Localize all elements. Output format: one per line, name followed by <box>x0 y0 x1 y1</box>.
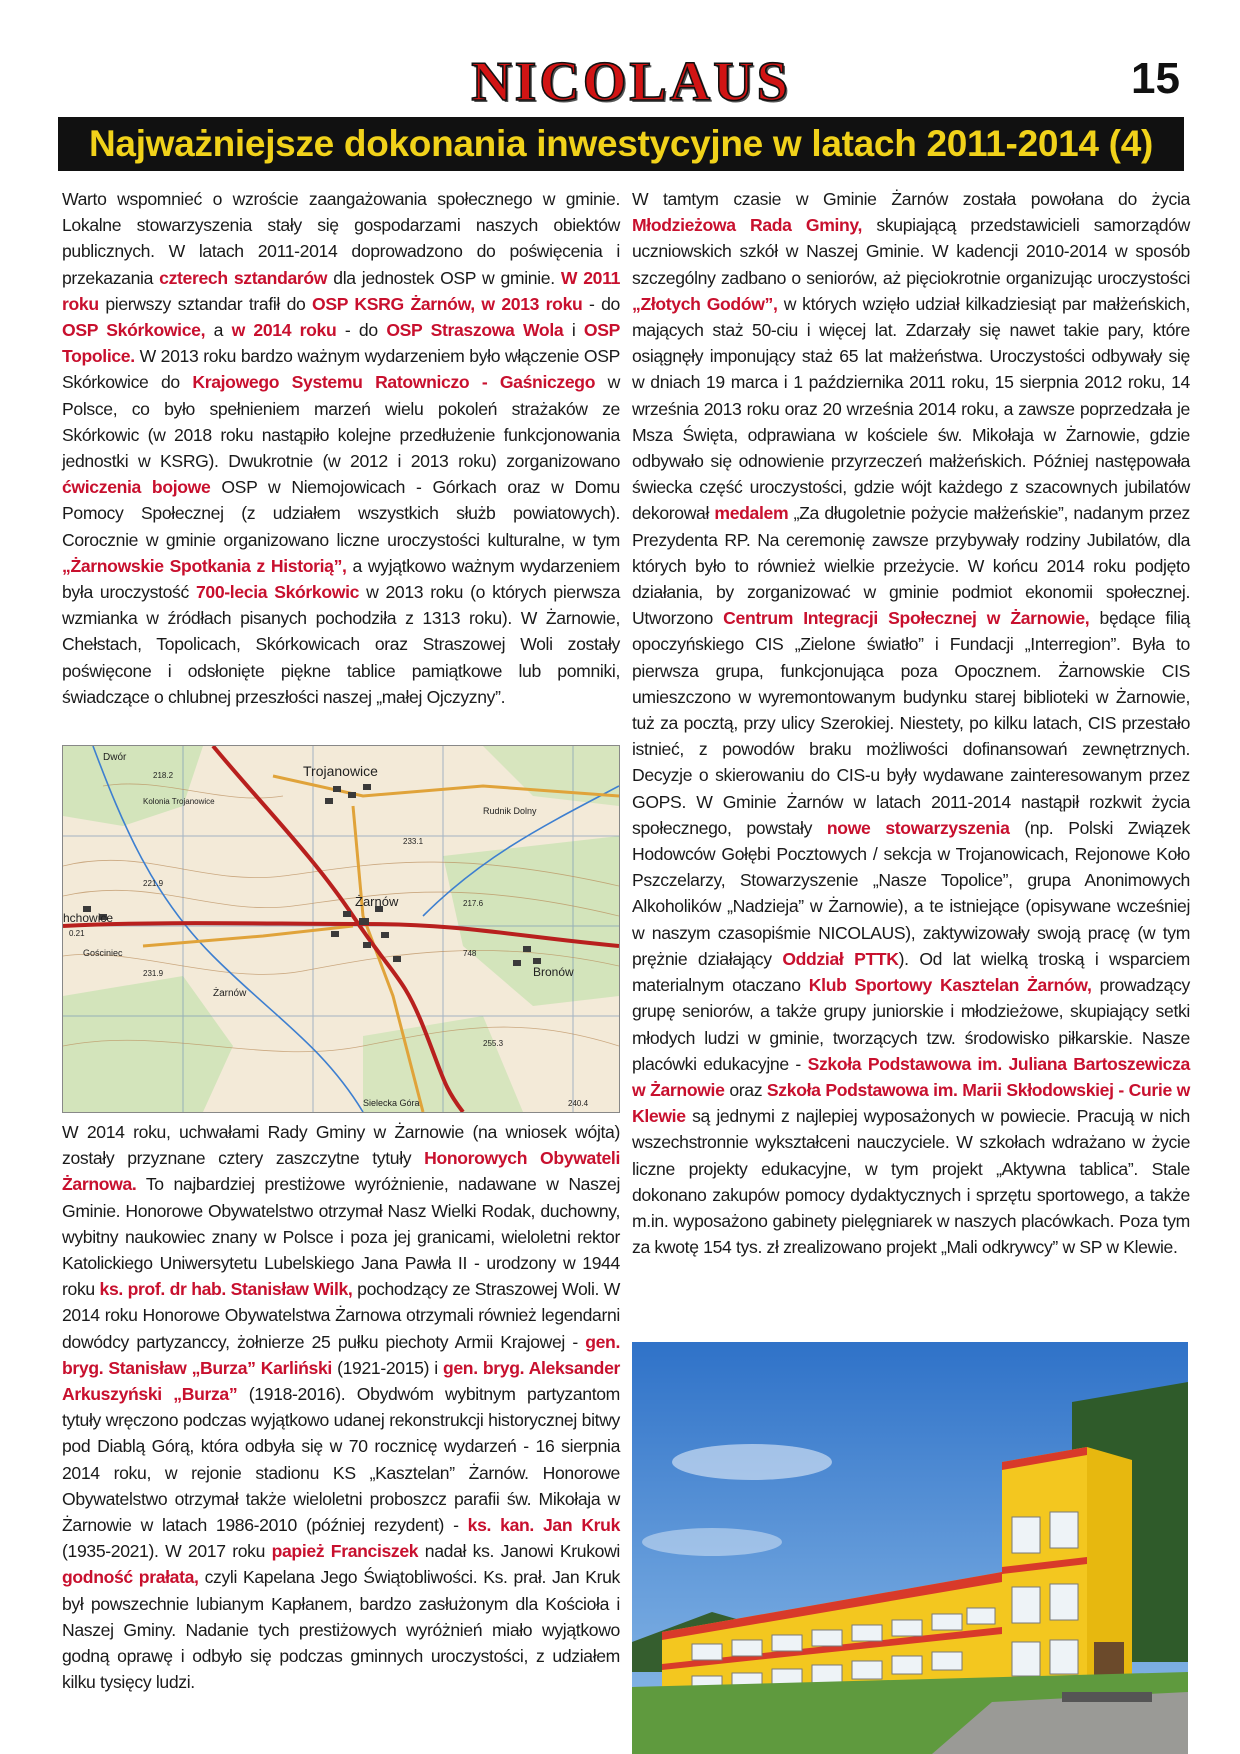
topographic-map <box>62 745 620 1113</box>
school-building-photo <box>632 1342 1188 1754</box>
article-column-left-top <box>62 186 620 710</box>
highlighted-text: godność prałata, <box>62 1567 199 1588</box>
highlighted-text: papież Franciszek <box>271 1541 419 1562</box>
map-label: Żarnów <box>213 988 247 999</box>
highlighted-text: OSP Topolice. <box>62 320 620 367</box>
article-column-left-bottom <box>62 1119 620 1695</box>
map-label: 240.4 <box>568 1099 589 1108</box>
highlighted-text: medalem <box>714 503 789 524</box>
paragraph <box>62 1119 620 1695</box>
highlighted-text: czterech sztandarów <box>159 267 328 288</box>
highlighted-text: gen. bryg. Aleksander Arkuszyński „Burza” <box>62 1357 621 1405</box>
map-label: Gościniec <box>83 948 123 958</box>
highlighted-text: gen. bryg. Stanisław „Burza” Karliński <box>62 1331 620 1378</box>
body-text: są jednymi z najlepiej wyposażonych w powiecie. Pracują w nich wszechstronnie wykształceni nauczyciele. W szkołach wdrażano w życie liczne projekty edukacyjne, w tym projekt „Aktywna tablica”. Stale dokonano zakupów pomocy dydaktycznych i sprzętu sportowego, a także m.in. wyposażono gabinety pielęgniarek w naszych placówkach. Poza tym za kwotę 154 tys. zł zrealizowano projekt „Mali odkrywcy” w SP w Klewie. <box>632 1106 1190 1258</box>
highlighted-text: Centrum Integracji Społecznej w Żarnowie, <box>723 608 1090 629</box>
map-label: 255.3 <box>483 1039 504 1048</box>
highlighted-text: Oddział PTTK <box>782 948 899 969</box>
body-text: pochodzący ze Straszowej Woli. W 2014 roku Honorowe Obywatelstwa Żarnowa otrzymali również legendarni dowódcy partyzanccy, żołnierze 25 pułku piechoty Armii Krajowej - <box>62 1279 620 1352</box>
highlighted-text: „Żarnowskie Spotkania z Historią”, <box>62 555 347 576</box>
body-text: prowadzący grupę seniorów, a także grupy juniorskie i młodzieżowe, skupiający setki młodych ludzi w gminie, tworzących tzw. środowisko piłkarskie. Nasze placówki edukacyjne - <box>632 975 1190 1074</box>
page-number: 15 <box>1131 54 1180 103</box>
highlighted-text: 700-lecia Skórkowic <box>195 582 360 603</box>
body-text: czyli Kapelana Jego Świątobliwości. Ks. prał. Jan Kruk był powszechnie lubianym Kapłanem, bardzo zasłużonym dla Kościoła i Naszej Gminy. Nadanie tych prestiżowych wyróżnień miało wyjątkowo godną oprawę i odbyło się podczas gminnych uroczystości, z udziałem kilku tysięcy ludzi. <box>62 1567 621 1693</box>
highlighted-text: Szkoła Podstawowa im. Marii Skłodowskiej - Curie w Klewie <box>632 1079 1191 1127</box>
map-label: Bronów <box>533 965 574 979</box>
highlighted-text: OSP Skórkowice, <box>62 320 206 341</box>
highlighted-text: Honorowych Obywateli Żarnowa. <box>62 1148 620 1195</box>
map-label: Sielecka Góra <box>363 1098 420 1108</box>
map-label: hchowice <box>63 911 114 925</box>
article-title: Najważniejsze dokonania inwestycyjne w latach 2011-2014 (4) <box>58 117 1184 171</box>
body-text: (np. Polski Związek Hodowców Gołębi Pocztowych / sekcja w Trojanowicach, Rejonowe Koło Pszczelarzy, Stowarzyszenie „Nasze Topolice”, grupa Anonimowych Alkoholików „Nadzieja” w Żarnowie), a te istniejące (opisywane wcześniej w naszym czasopiśmie NICOLAUS), zaktywizowały swoją pracę (w tym prężnie działający <box>632 817 1190 969</box>
body-text: w Polsce, co było spełnieniem marzeń wielu pokoleń strażaków ze Skórkowic (w 2018 roku nastąpiło kolejne przedłużenie funkcjonowania jednostki w KSRG). Dwukrotnie (w 2012 i 2013 roku) zorganizowano <box>62 372 620 472</box>
highlighted-text: W 2011 roku <box>62 267 621 314</box>
map-label: Rudnik Dolny <box>483 806 537 816</box>
highlighted-text: nowe stowarzyszenia <box>826 817 1010 838</box>
map-label: 233.1 <box>403 837 424 846</box>
photo-graphic <box>632 1342 1188 1754</box>
body-text: nadał ks. Janowi Krukowi <box>418 1541 620 1562</box>
body-text: (1935-2021). W 2017 roku <box>62 1541 272 1562</box>
body-text: będące filią opoczyńskiego CIS „Zielone światło” i Fundacji „Interregion”. Była to pierwsza grupa, funkcjonująca poza Opocznem. Żarnowskie CIS umieszczono w wyremontowanym budynku starej biblioteki w Żarnowie, tuż za pocztą, przy ulicy Szerokiej. Niestety, po kilku latach, CIS przestało istnieć, z powodów braku możliwości dofinansowań zewnętrznych. Decyzje o skierowaniu do CIS-u były wydawane zainteresowanym przez GOPS. W Gminie Żarnów w latach 2011-2014 nastąpił rozkwit życia społecznego, powstały <box>632 608 1190 838</box>
body-text: W 2013 roku bardzo ważnym wydarzeniem było włączenie OSP Skórkowice do <box>62 346 620 393</box>
body-text: a wyjątkowo ważnym wydarzeniem była uroczystość <box>62 555 620 603</box>
paragraph <box>62 186 620 710</box>
highlighted-text: ks. prof. dr hab. Stanisław Wilk, <box>99 1279 353 1300</box>
map-graphic <box>63 746 619 1112</box>
map-label: 221.9 <box>143 879 164 888</box>
body-text: a <box>205 320 232 341</box>
body-text: skupiającą przedstawicieli samorządów uczniowskich szkół w Naszej Gminie. W kadencji 2010-2014 w sposób szczególny zadbano o seniorów, aż pięciokrotnie organizując uroczystości <box>632 215 1190 288</box>
map-label: 217.6 <box>463 899 484 908</box>
body-text: To najbardziej prestiżowe wyróżnienie, nadawane w Naszej Gminie. Honorowe Obywatelstwo otrzymał Nasz Wielki Rodak, duchowny, wybitny naukowiec znany w Polsce i poza jej granicami, wieloletni rektor Katolickiego Uniwersytetu Lubelskiego Jana Pawła II - urodzony w 1944 roku <box>62 1174 620 1300</box>
map-label: Trojanowice <box>303 763 378 779</box>
highlighted-text: Młodzieżowa Rada Gminy, <box>632 215 863 236</box>
body-text: (1921-2015) i <box>331 1357 443 1378</box>
masthead-logo: NICOLAUS <box>471 51 791 113</box>
map-label: Żarnów <box>355 894 399 909</box>
body-text: oraz <box>724 1079 767 1100</box>
map-label: 218.2 <box>153 771 174 780</box>
map-label: 231.9 <box>143 969 164 978</box>
body-text: - do <box>582 293 620 314</box>
map-label: 0.21 <box>69 929 85 938</box>
highlighted-text: „Złotych Godów”, <box>632 293 778 314</box>
highlighted-text: OSP Straszowa Wola <box>386 320 564 341</box>
highlighted-text: ćwiczenia bojowe <box>62 477 211 498</box>
body-text: pierwszy sztandar trafił do <box>98 293 313 314</box>
body-text: OSP w Niemojowicach - Górkach oraz w Domu Pomocy Społecznej (z udziałem wszystkich służb powiatowych). Corocznie w gminie organizowano liczne uroczystości kulturalne, w tym <box>62 477 620 550</box>
map-label: 748 <box>463 949 477 958</box>
body-text: Warto wspomnieć o wzroście zaangażowania społecznego w gminie. Lokalne stowarzyszenia stały się gospodarzami naszych obiektów publicznych. W latach 2011-2014 doprowadzono do poświęcenia i przekazania <box>62 189 620 288</box>
body-text: w 2013 roku (o których pierwsza wzmianka w źródłach pisanych pochodziła z 1313 roku). W Żarnowie, Chełstach, Topolicach, Skórkowicach oraz Straszowej Woli zostały poświęcone i odsłonięte piękne tablice pamiątkowe lub pomniki, świadczące o chlubnej przeszłości naszej „małej Ojczyzny”. <box>62 582 621 707</box>
article-column-right <box>632 186 1190 1260</box>
highlighted-text: Szkoła Podstawowa im. Juliana Bartoszewicza w Żarnowie <box>632 1053 1190 1100</box>
map-label: Kolonia Trojanowice <box>143 797 215 806</box>
body-text: dla jednostek OSP w gminie. <box>327 267 561 288</box>
highlighted-text: w 2014 roku <box>231 320 337 341</box>
highlighted-text: Klub Sportowy Kasztelan Żarnów, <box>808 975 1092 996</box>
body-text: i <box>563 320 584 341</box>
body-text: w których wzięło udział kilkadziesiąt par małżeńskich, mających staż 50-ciu i więcej lat. Zdarzały się nawet takie pary, które osiągnęły imponujący staż 65 lat małżeństwa. Uroczystości odbywały się w dniach 19 marca i 1 października 2011 roku, 15 sierpnia 2012 roku, 14 września 2013 roku oraz 20 września 2014 roku, a zawsze poprzedzała je Msza Święta, odprawiana w kościele św. Mikołaja w Żarnowie, gdzie odbywało się odnowienie przyrzeczeń małżeńskich. Później następowała świecka część uroczystości, gdzie wójt każdego z szacownych jubilatów dekorował <box>632 293 1190 524</box>
highlighted-text: ks. kan. Jan Kruk <box>467 1515 621 1536</box>
body-text: W 2014 roku, uchwałami Rady Gminy w Żarnowie (na wniosek wójta) zostały przyznane cztery zaszczytne tytuły <box>62 1122 620 1169</box>
highlighted-text: OSP KSRG Żarnów, w 2013 roku <box>312 293 583 314</box>
highlighted-text: Krajowego Systemu Ratowniczo - Gaśniczego <box>192 372 596 393</box>
paragraph <box>632 186 1190 1260</box>
body-text: ). Od lat wielką troską i wsparciem materialnym otaczano <box>632 948 1190 996</box>
body-text: „Za długoletnie pożycie małżeńskie”, nadanym przez Prezydenta RP. Na ceremonię zawsze przybywały rodziny Jubilatów, dla których było to również wielkie przeżycie. W końcu 2014 roku podjęto działania, by zorganizować w gminie podmiot ekonomii społecznej. Utworzono <box>632 503 1190 629</box>
body-text: W tamtym czasie w Gminie Żarnów została powołana do życia <box>632 189 1190 209</box>
map-label: Dwór <box>103 752 127 763</box>
body-text: - do <box>336 320 387 341</box>
body-text: (1918-2016). Obydwóm wybitnym partyzantom tytuły wręczono podczas wyjątkowo udanej rekonstrukcji historycznej bitwy pod Diablą Górą, która odbyła się w 70 rocznicę wydarzeń - 16 sierpnia 2014 roku, w rejonie stadionu KS „Kasztelan” Żarnów. Honorowe Obywatelstwo otrzymał także wieloletni proboszcz parafii św. Mikołaja w Żarnowie w latach 1986-2010 (później rezydent) - <box>62 1384 620 1536</box>
